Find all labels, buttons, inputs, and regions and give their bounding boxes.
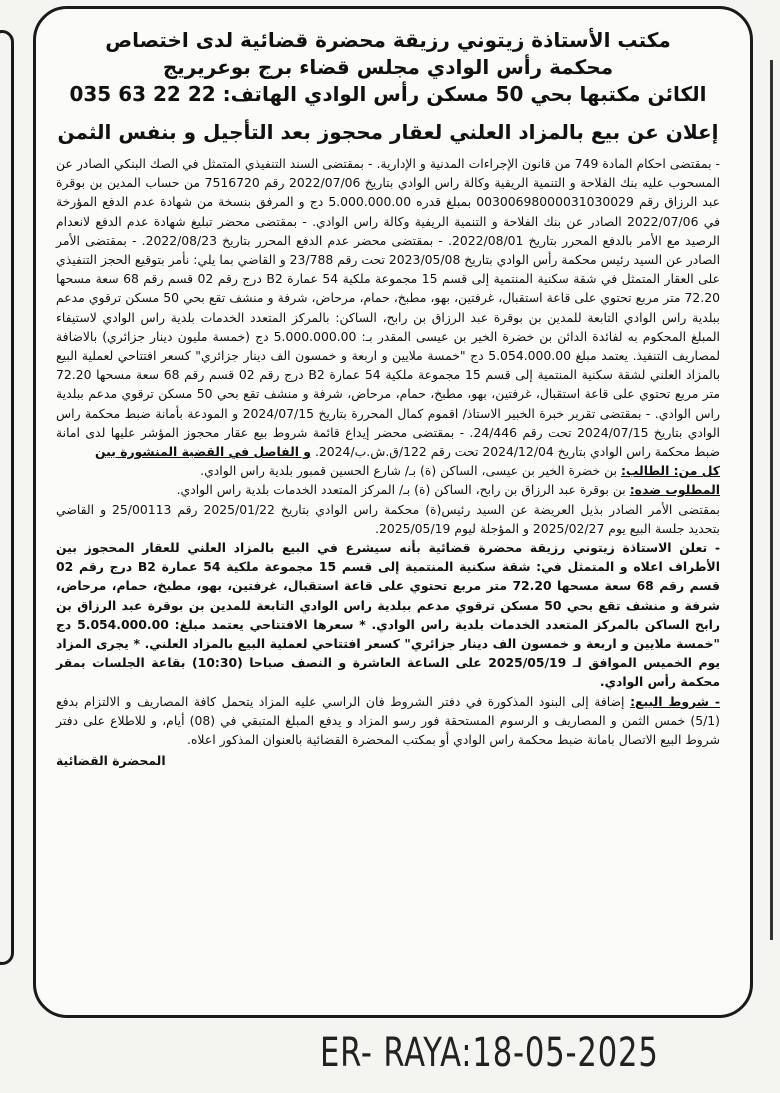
- respondent-label: المطلوب ضده:: [629, 482, 720, 498]
- announcement-box: [33, 6, 753, 1018]
- legal-basis-text: - بمقتضى احكام المادة 749 من قانون الإجراءات المدنية و الإدارية. - بمقتضى السند التنفيذي المتمثل في الصك البنكي الصادر عن المسحوب عليه بنك الفلاحة و التنمية الريفية وكالة راس الوادي بتاريخ 2022/07/06 رقم 7516720 من حساب المدين بن بوقرة عبد الرزاق رقم 00300698000031030029 بمبلغ قدره 5.000.000.00 دج و المرفق بنسخة من شهادة عدم الدفع المؤرخة في 2022/07/06 الصادر عن بنك الفلاحة و التنمية الريفية وكالة راس الوادي. - بمقتضى محضر تبليغ شهادة عدم الدفع لانعدام الرصيد مع الأمر بالدفع المحرر بتاريخ 2022/08/01. - بمقتضى محضر عدم الدفع المحرر بتاريخ 2022/08/23. - بمقتضى الأمر الصادر عن السيد رئيس محكمة رأس الوادي بتاريخ 2023/05/08 تحت رقم 23/788 و القاضي بما يلي: نأمر بتوقيع الحجز التنفيذي على العقار المتمثل في شقة سكنية المنتمية إلى قسم 15 مجموعة ملكية 54 عمارة B2 درج رقم 02 قسم رقم 68 سعة مسحها 72.20 متر مربع تحتوي على قاعة استقبال، غرفتين، بهو، مطبخ، حمام، مرحاض، شرفة و منشف تقع بحي 50 مسكن ترقوي مدعم ببلدية راس الوادي التابعة للمدين بن بوقرة عبد الرزاق بن رابح، الساكن: بالمركز المتعدد الخدمات بلدية راس الوادي لاستيفاء المبلغ المحكوم به لفائدة الدائن بن خضرة الخير بن عيسى المقدر بـ: 5.000.000.00 دج (خمسة مليون دينار جزائري) بالاضافة لمصاريف التنفيذ. يعتمد مبلغ 5.054.000.00 دج "خمسة ملايين و اربعة و خمسون الف دينار جزائري" كسعر افتتاحي لعملية البيع بالمزاد العلني لشقة سكنية المنتمية إلى قسم 15 مجموعة ملكية 54 عمارة B2 درج رقم 02 قسم رقم 68 سعة مسحها 72.20 متر مربع تحتوي على قاعة استقبال، غرفتين، بهو، مطبخ، حمام، مرحاض، شرفة و منشف تقع بحي 50 مسكن ترقوي مدعم ببلدية راس الوادي. - بمقتضى تقرير خبرة الخبير الاستاذ/ اقموم كمال المحررة بتاريخ 2024/07/15 و المودعة بأمانة ضبط محكمة راس الوادي بتاريخ 2024/07/15 تحت رقم 24/446. - بمقتضى محضر إيداع قائمة شروط بيع عقار محجوز المؤشر عليها لدى امانة ضبط محكمة راس الوادي بتاريخ 2024/12/04 تحت رقم 122/ق.ش.ب/2024.: [56, 156, 721, 460]
- paragraph-applicant: [56, 461, 720, 480]
- paragraph-sale-conditions: [56, 692, 720, 750]
- announcement-body: [56, 154, 720, 770]
- paragraph-sale-announcement: [56, 538, 720, 692]
- respondent-text: بن بوقرة عبد الرزاق بن رابح، الساكن (ة) بـ/ المركز المتعدد الخدمات بلدية راس الوادي.: [176, 482, 626, 498]
- case-published-between: و الفاصل في القضية المنشورة بين: [95, 444, 311, 460]
- announcement-title: إعلان عن بيع بالمزاد العلني لعقار محجوز بعد التأجيل و بنفس الثمن: [57, 120, 719, 144]
- court-order-text: بمقتضى الأمر الصادر بذيل العريضة عن السيد رئيس(ة) محكمة راس الوادي بتاريخ 2025/01/22 رقم 25/00113 و القاضي بتحديد جلسة البيع يوم 2025/02/27 و المؤجلة ليوم 2025/05/19.: [56, 501, 721, 536]
- office-header: [56, 27, 720, 108]
- publication-code: ER- RAYA:18-05-2025: [320, 1030, 659, 1076]
- paragraph-court-order: [56, 500, 720, 538]
- header-line-3: الكائن مكتبها بحي 50 مسكن رأس الوادي الهاتف: 22 22 63 035: [69, 82, 707, 106]
- sale-announcement-text: - تعلن الاستاذة زيتوني رزيقة محضرة قضائية بأنه سيشرع في البيع بالمزاد العلني للعقار المحجوز بين الأطراف اعلاه و المتمثل في: شقة سكنية المنتمية إلى قسم 15 مجموعة ملكية 54 عمارة B2 درج رقم 02 قسم رقم 68 سعة مسحها 72.20 متر مربع تحتوي على قاعة استقبال، غرفتين، بهو، مطبخ، حمام، مرحاض، شرفة و منشف تقع بحي 50 مسكن ترقوي مدعم ببلدية راس الوادي التابعة للمدين بن بوقرة عبد الرزاق بن رابح الساكن بالمركز المتعدد الخدمات بلدية راس الوادي. * سعرها الافتتاحي يعتمد مبلغ: 5.054.000.00 دج "خمسة ملايين و اربعة و خمسون الف دينار جزائري" كسعر افتتاحي لعملية البيع بالمزاد العلني. * يجرى المزاد يوم الخميس الموافق لـ 2025/05/19 على الساعة العاشرة و النصف صباحا (10:30) بقاعة الجلسات بمقر محكمة رأس الوادي.: [56, 540, 721, 690]
- sale-conditions-text: إضافة إلى البنود المذكورة في دفتر الشروط فان الراسي عليه المزاد يتحمل كافة المصاريف و الالتزام بدفع (5/1) خمس الثمن و المصاريف و الرسوم المستحقة فور رسو المزاد و يدفع المبلغ المتبقي في (08) أيام، و للاطلاع على دفتر شروط البيع الاتصال بامانة ضبط محكمة راس الوادي أو بمكتب المحضرة القضائية بالعنوان المذكور اعلاه.: [56, 693, 720, 748]
- paragraph-legal-basis: [56, 154, 720, 461]
- paragraph-respondent: [56, 480, 720, 499]
- header-line-2: محكمة رأس الوادي مجلس قضاء برج بوعريريج: [162, 55, 614, 79]
- signature-row: [56, 751, 720, 770]
- header-line-1: مكتب الأستاذة زيتوني رزيقة محضرة قضائية لدى اختصاص: [105, 28, 671, 52]
- adjacent-clipping-rule: [770, 60, 773, 940]
- applicant-label: كل من: الطالب:: [620, 463, 720, 479]
- bailiff-signature: المحضرة القضائية: [56, 753, 166, 769]
- sale-conditions-label: - شروط البيع:: [630, 693, 720, 709]
- applicant-text: بن خضرة الخير بن عيسى، الساكن (ة) بـ/ شارع الحسين قمبور بلدية راس الوادي.: [200, 463, 618, 479]
- announcement-content: [36, 9, 750, 770]
- adjacent-clipping-border: [0, 30, 14, 965]
